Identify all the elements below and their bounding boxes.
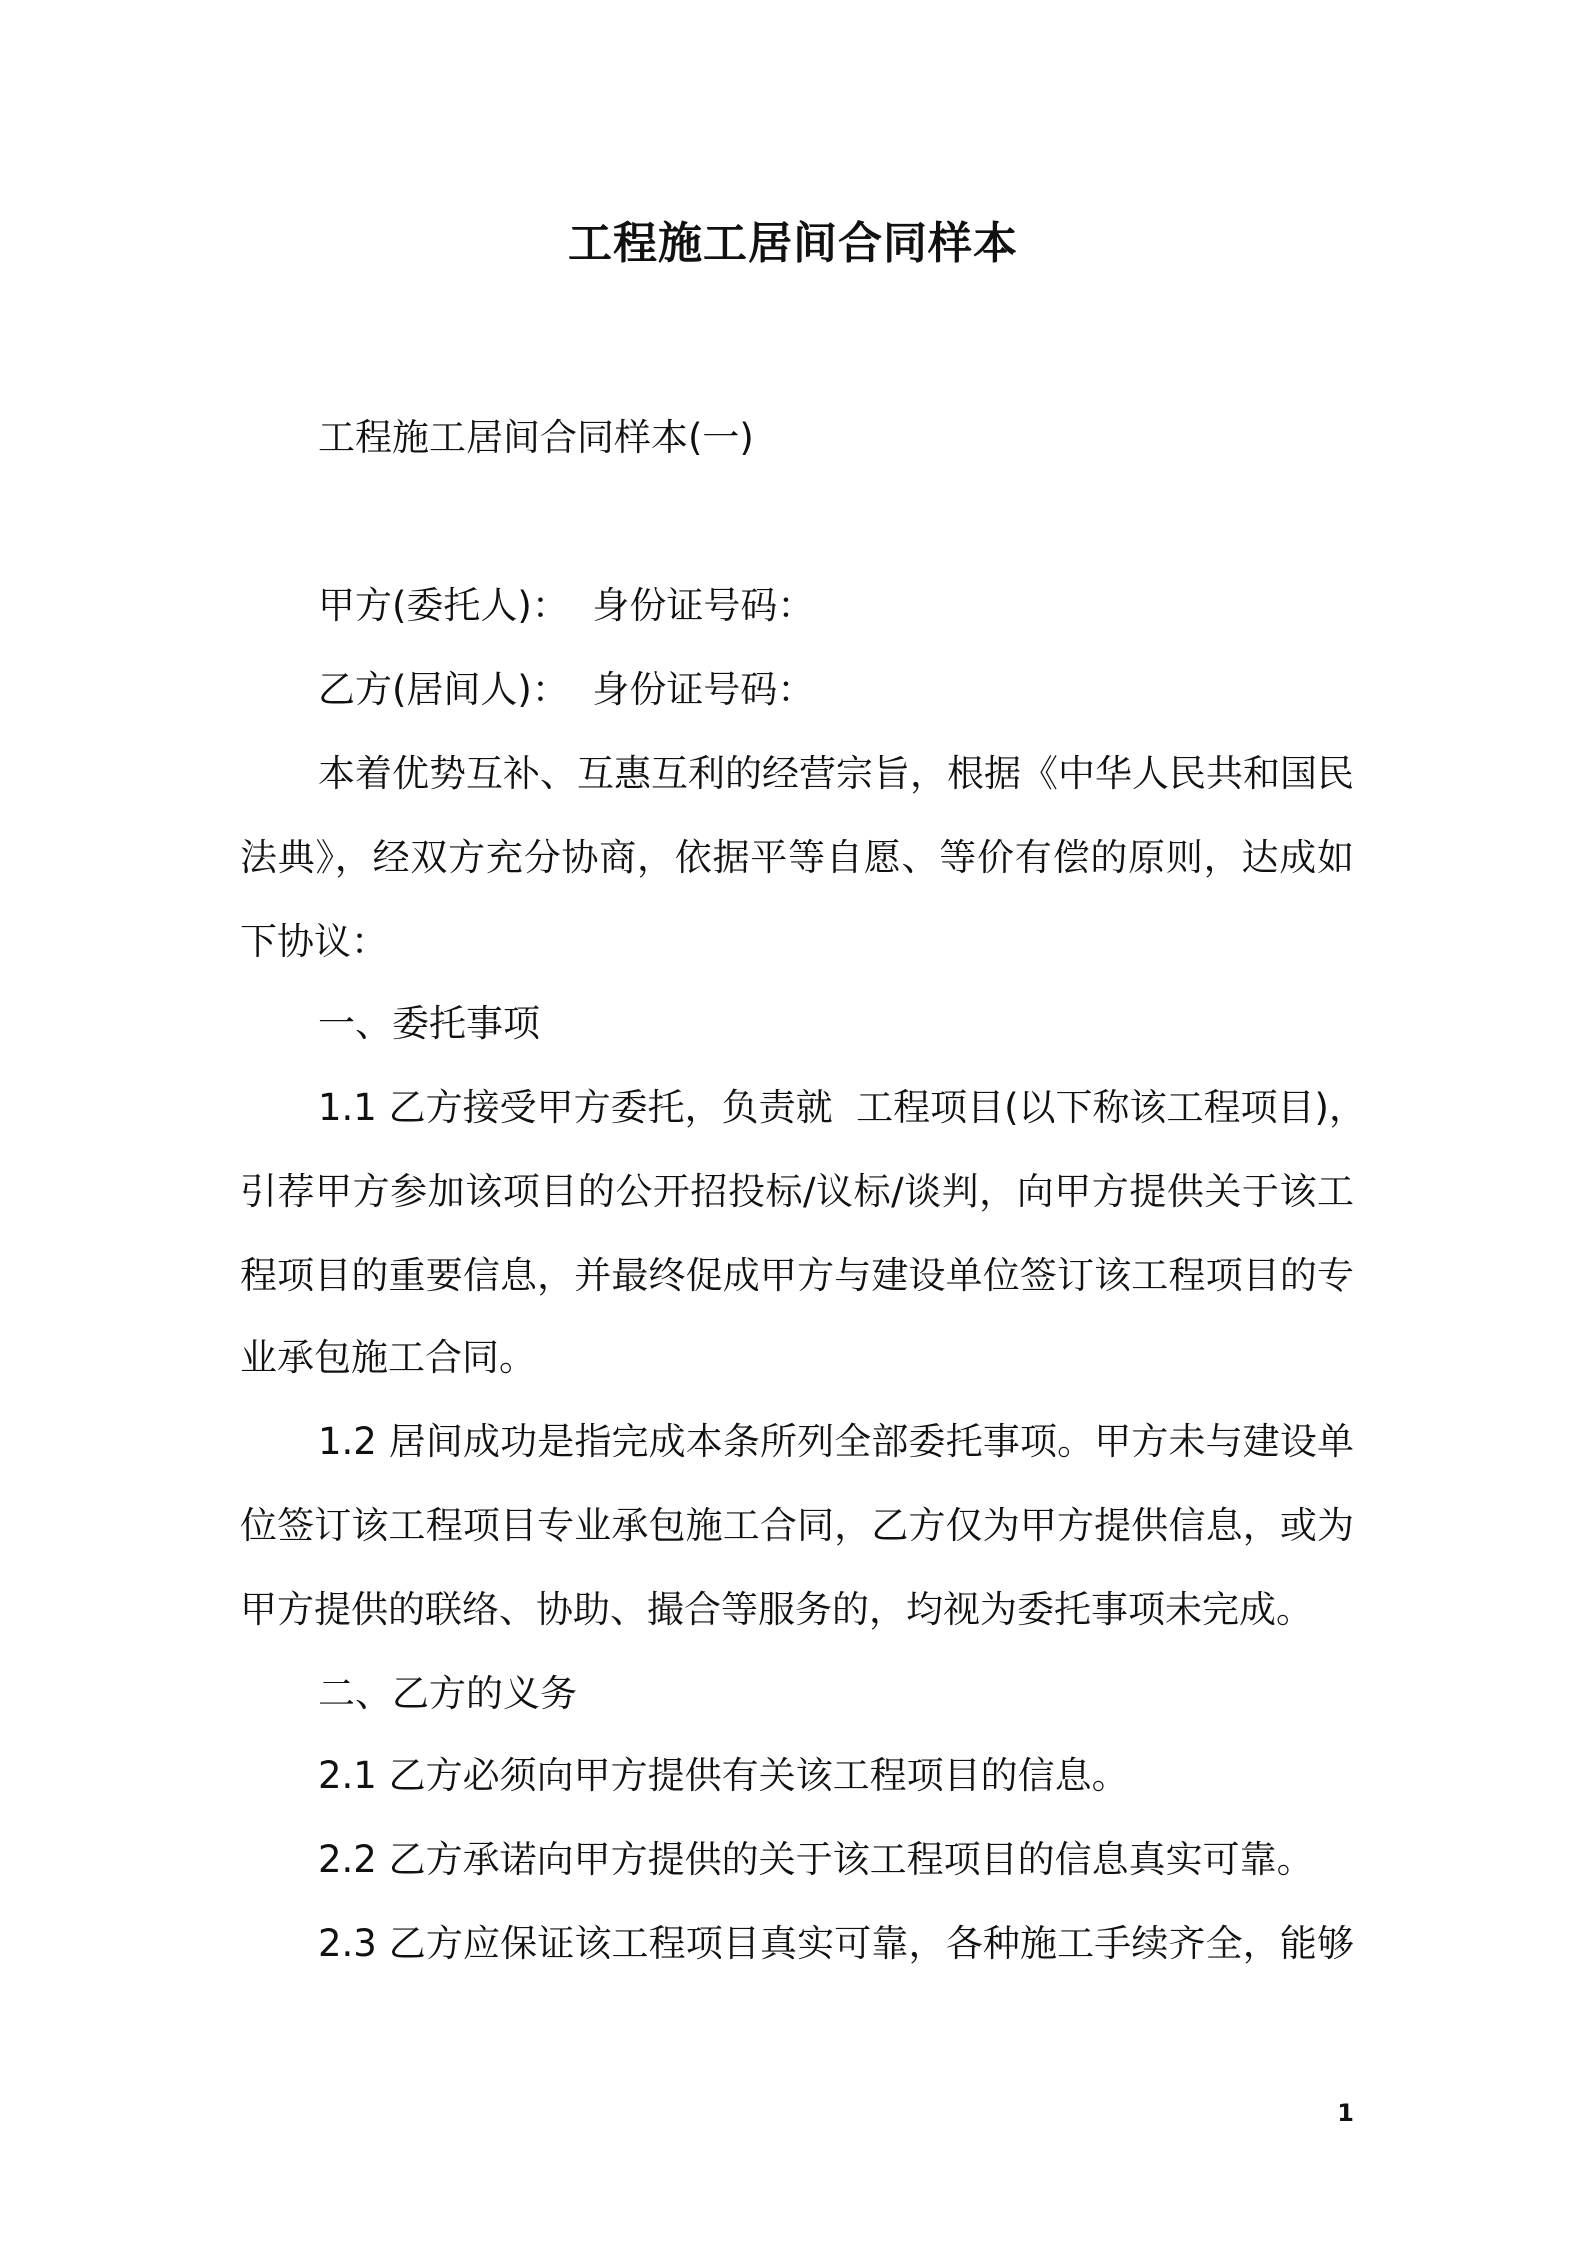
document-subtitle: 工程施工居间合同样本(一) [318, 416, 754, 459]
clause-2-3-line-1: 2.3 乙方应保证该工程项目真实可靠，各种施工手续齐全，能够 [318, 1922, 1354, 1965]
intro-line-1: 本着优势互补、互惠互利的经营宗旨，根据《中华人民共和国民 [318, 752, 1354, 795]
document-title: 工程施工居间合同样本 [568, 218, 1018, 269]
clause-1-1-line-3: 程项目的重要信息，并最终促成甲方与建设单位签订该工程项目的专 [240, 1254, 1354, 1297]
section-1-heading: 一、委托事项 [318, 1002, 540, 1045]
section-2-heading: 二、乙方的义务 [318, 1672, 577, 1715]
clause-1-2-line-3: 甲方提供的联络、协助、撮合等服务的，均视为委托事项未完成。 [240, 1588, 1313, 1631]
intro-line-3: 下协议： [240, 920, 388, 963]
clause-1-2-line-2: 位签订该工程项目专业承包施工合同，乙方仅为甲方提供信息，或为 [240, 1504, 1354, 1547]
page-number: 1 [1337, 2099, 1354, 2127]
party-b-line: 乙方(居间人)： 身份证号码： [318, 668, 815, 711]
clause-1-1-line-2: 引荐甲方参加该项目的公开招投标/议标/谈判，向甲方提供关于该工 [240, 1170, 1354, 1213]
clause-1-1-line-4: 业承包施工合同。 [240, 1336, 536, 1379]
party-a-line: 甲方(委托人)： 身份证号码： [318, 584, 815, 627]
clause-1-1-line-1: 1.1 乙方接受甲方委托，负责就 工程项目(以下称该工程项目)， [318, 1086, 1366, 1129]
clause-2-1: 2.1 乙方必须向甲方提供有关该工程项目的信息。 [318, 1754, 1129, 1797]
clause-1-2-line-1: 1.2 居间成功是指完成本条所列全部委托事项。甲方未与建设单 [318, 1420, 1354, 1463]
intro-line-2: 法典》，经双方充分协商，依据平等自愿、等价有偿的原则，达成如 [240, 836, 1354, 879]
clause-2-2: 2.2 乙方承诺向甲方提供的关于该工程项目的信息真实可靠。 [318, 1838, 1314, 1881]
